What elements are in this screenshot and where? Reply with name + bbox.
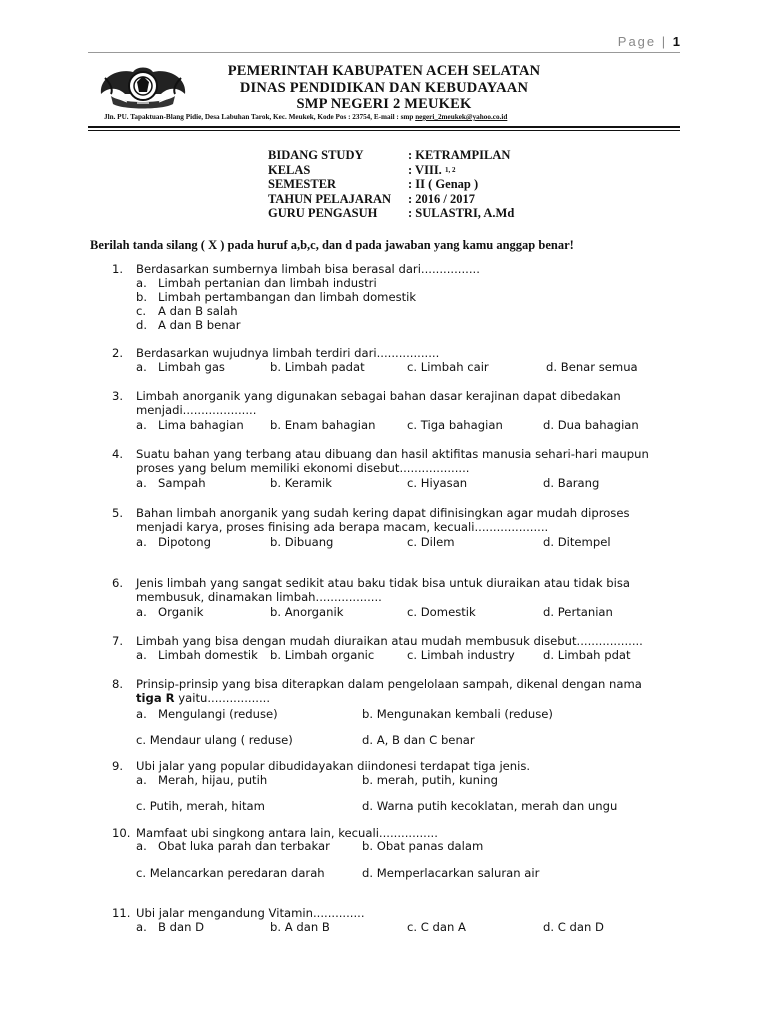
- option[interactable]: [270, 418, 375, 432]
- question-11: [112, 906, 656, 920]
- option-text: Obat panas dalam: [376, 839, 484, 853]
- question-text: Prinsip-prinsip yang bisa diterapkan dalam pengelolaan sampah, dikenal dengan nama: [136, 677, 642, 691]
- question-number: 2.: [112, 346, 124, 360]
- option-text: Tiga bahagian: [420, 418, 503, 432]
- option-letter: b.: [362, 773, 374, 787]
- option[interactable]: [270, 920, 330, 934]
- option-letter: d.: [362, 799, 374, 813]
- option-text: C dan A: [420, 920, 466, 934]
- option[interactable]: [407, 648, 515, 662]
- kop-rule-thin: [88, 130, 680, 131]
- question-text: Mamfaat ubi singkong antara lain, kecuali................: [136, 826, 438, 840]
- option-letter: d.: [543, 920, 555, 934]
- option-text: Sampah: [158, 476, 206, 490]
- option-text: Mengulangi (reduse): [158, 707, 278, 721]
- question-number: 3.: [112, 389, 124, 403]
- info-label: SEMESTER: [268, 177, 337, 192]
- option-letter: a.: [136, 920, 147, 934]
- option[interactable]: [136, 839, 330, 853]
- option-letter: a.: [136, 773, 147, 787]
- option-text: Enam bahagian: [284, 418, 376, 432]
- option-text: Limbah industry: [420, 648, 515, 662]
- option-text: Hiyasan: [420, 476, 468, 490]
- option-text: Keramik: [284, 476, 332, 490]
- option-text: Limbah domestik: [158, 648, 258, 662]
- info-value: : VIII.: [408, 162, 442, 177]
- option-letter: b.: [270, 360, 282, 374]
- option-text: C dan D: [557, 920, 604, 934]
- info-label: TAHUN PELAJARAN: [268, 191, 392, 206]
- option-letter: b.: [362, 707, 374, 721]
- question-4: [112, 447, 656, 475]
- option-text: Lima bahagian: [158, 418, 244, 432]
- question-number: 8.: [112, 677, 124, 691]
- option-letter: a.: [136, 476, 147, 490]
- question-8: [112, 677, 656, 705]
- kop-line-2: DINAS PENDIDIKAN DAN KEBUDAYAAN: [239, 80, 529, 96]
- option[interactable]: [362, 799, 617, 813]
- option-text: A dan B benar: [158, 318, 241, 332]
- option[interactable]: [136, 535, 211, 549]
- option-text: Dibuang: [284, 535, 334, 549]
- option[interactable]: [136, 476, 206, 490]
- school-address: [104, 113, 507, 121]
- option[interactable]: [270, 648, 374, 662]
- question-text: Berdasarkan wujudnya limbah terdiri dari.................: [136, 346, 440, 360]
- question-text: Bahan limbah anorganik yang sudah kering dapat difinisingkan agar mudah diproses menjadi karya, proses finising ada berapa macam, kecuali....................: [136, 506, 630, 534]
- question-text: Limbah yang bisa dengan mudah diuraikan atau mudah membusuk disebut..................: [136, 634, 643, 648]
- option[interactable]: [136, 733, 293, 747]
- option-text: Anorganik: [284, 605, 344, 619]
- option-letter: c.: [407, 535, 418, 549]
- option-letter: b.: [270, 605, 282, 619]
- option-text: Dilem: [420, 535, 455, 549]
- question-10: [112, 826, 656, 840]
- instructions: Berilah tanda silang ( X ) pada huruf a,b,c, dan d pada jawaban yang kamu anggap benar!: [90, 238, 574, 252]
- option-letter: a.: [136, 535, 147, 549]
- option-letter: b.: [362, 839, 374, 853]
- option[interactable]: [543, 920, 604, 934]
- option-letter: b.: [270, 418, 282, 432]
- option[interactable]: [136, 418, 244, 432]
- option-letter: b.: [270, 535, 282, 549]
- option-letter: d.: [136, 318, 148, 332]
- option[interactable]: [136, 304, 238, 318]
- option-text: Limbah pertambangan dan limbah domestik: [158, 290, 417, 304]
- option-letter: a.: [136, 605, 147, 619]
- option-letter: d.: [546, 360, 558, 374]
- option[interactable]: [407, 360, 489, 374]
- option[interactable]: [136, 605, 203, 619]
- option-text: merah, putih, kuning: [376, 773, 498, 787]
- option-text: Pertanian: [557, 605, 613, 619]
- kop-line-3: SMP NEGERI 2 MEUKEK: [296, 96, 472, 112]
- info-sup: 1, 2: [444, 165, 456, 174]
- option-letter: b.: [136, 290, 148, 304]
- option-text: Benar semua: [560, 360, 638, 374]
- option-letter: c.: [407, 648, 418, 662]
- info-value: : II ( Genap ): [408, 177, 479, 192]
- option-text: Limbah gas: [158, 360, 225, 374]
- option-letter: c.: [407, 418, 418, 432]
- info-label: GURU PENGASUH: [268, 206, 378, 221]
- option-letter: c.: [407, 360, 418, 374]
- question-2: [112, 346, 656, 360]
- option[interactable]: [136, 866, 325, 880]
- option-text: Barang: [557, 476, 600, 490]
- question-text: Berdasarkan sumbernya limbah bisa berasal dari................: [136, 262, 480, 276]
- question-text-tail: yaitu.................: [174, 691, 271, 705]
- option-text: A dan B salah: [158, 304, 238, 318]
- option[interactable]: [136, 773, 267, 787]
- option-letter: b.: [270, 648, 282, 662]
- option-letter: d.: [543, 535, 555, 549]
- option-text: Limbah pdat: [557, 648, 631, 662]
- page-number: Page | 1: [617, 34, 680, 49]
- option-letter: a.: [136, 276, 147, 290]
- question-3: [112, 389, 656, 417]
- option-letter: a.: [136, 418, 147, 432]
- option-letter: a.: [136, 360, 147, 374]
- info-value: : KETRAMPILAN: [408, 148, 511, 162]
- question-text: Suatu bahan yang terbang atau dibuang dan hasil aktifitas manusia sehari-hari maupun proses yang belum memiliki ekonomi disebut...................: [136, 447, 649, 475]
- option-letter: c.: [136, 733, 147, 747]
- exam-info-block: [268, 148, 514, 221]
- info-value: : 2016 / 2017: [408, 191, 476, 206]
- option-text: Mendaur ulang ( reduse): [149, 733, 293, 747]
- question-number: 10.: [112, 826, 131, 840]
- option-text: Limbah cair: [420, 360, 489, 374]
- option-letter: c.: [407, 476, 418, 490]
- option[interactable]: [407, 535, 455, 549]
- option[interactable]: [543, 648, 631, 662]
- option-text: Domestik: [420, 605, 476, 619]
- option[interactable]: [546, 360, 638, 374]
- option-text: Organik: [158, 605, 204, 619]
- option-text: Melancarkan peredaran darah: [149, 866, 325, 880]
- option-letter: c.: [407, 920, 418, 934]
- header-divider: [88, 52, 680, 53]
- option[interactable]: [136, 920, 204, 934]
- question-number: 6.: [112, 576, 124, 590]
- option[interactable]: [362, 839, 483, 853]
- question-number: 7.: [112, 634, 124, 648]
- kop-rule-thick: [88, 126, 680, 128]
- question-text: Ubi jalar yang popular dibudidayakan diindonesi terdapat tiga jenis.: [136, 759, 531, 773]
- question-text: Ubi jalar mengandung Vitamin..............: [136, 906, 365, 920]
- option[interactable]: [407, 418, 503, 432]
- option[interactable]: [407, 476, 467, 490]
- option-text: Merah, hijau, putih: [158, 773, 268, 787]
- question-9: [112, 759, 656, 773]
- option[interactable]: [136, 360, 225, 374]
- option[interactable]: [407, 920, 466, 934]
- info-label: BIDANG STUDY: [268, 148, 364, 162]
- option-text: Dua bahagian: [557, 418, 639, 432]
- option[interactable]: [543, 535, 611, 549]
- address-text: Jln. PU. Tapaktuan-Blang Pidie, Desa Labuhan Tarok, Kec. Meukek, Kode Pos : 23754, E-mail : smp: [104, 113, 414, 121]
- option-text: B dan D: [158, 920, 205, 934]
- option-letter: a.: [136, 839, 147, 853]
- option-text: Limbah padat: [284, 360, 365, 374]
- option-letter: d.: [543, 476, 555, 490]
- question-5: [112, 506, 656, 534]
- option-text: Limbah pertanian dan limbah industri: [158, 276, 377, 290]
- option[interactable]: [270, 535, 333, 549]
- option[interactable]: [136, 799, 265, 813]
- kop-line-1: PEMERINTAH KABUPATEN ACEH SELATAN: [227, 63, 541, 79]
- option[interactable]: [362, 707, 553, 721]
- option-letter: d.: [362, 733, 374, 747]
- option[interactable]: [136, 276, 377, 290]
- option-letter: a.: [136, 648, 147, 662]
- option-text: Warna putih kecoklatan, merah dan ungu: [376, 799, 618, 813]
- option[interactable]: [136, 318, 240, 332]
- option-letter: a.: [136, 707, 147, 721]
- option-letter: c.: [136, 799, 147, 813]
- question-text: Jenis limbah yang sangat sedikit atau baku tidak bisa untuk diuraikan atau tidak bisa membusuk, dinamakan limbah..................: [136, 576, 631, 604]
- option-text: A dan B: [284, 920, 330, 934]
- option[interactable]: [407, 605, 476, 619]
- info-value: : SULASTRI, A.Md: [408, 206, 515, 221]
- option[interactable]: [543, 476, 599, 490]
- option[interactable]: [362, 773, 498, 787]
- question-number: 1.: [112, 262, 124, 276]
- option[interactable]: [136, 290, 416, 304]
- option-text: Mengunakan kembali (reduse): [376, 707, 553, 721]
- option-letter: c.: [136, 866, 147, 880]
- option-text: A, B dan C benar: [376, 733, 475, 747]
- email-link[interactable]: negeri_2meukek@yahoo.co.id: [415, 113, 508, 121]
- question-number: 4.: [112, 447, 124, 461]
- option-text: Putih, merah, hitam: [149, 799, 265, 813]
- question-text-bold: tiga R: [136, 691, 175, 705]
- page-label: Page: [617, 34, 657, 49]
- question-1: [112, 262, 656, 276]
- option[interactable]: [362, 866, 539, 880]
- option-letter: b.: [270, 920, 282, 934]
- option[interactable]: [362, 733, 475, 747]
- option[interactable]: [136, 707, 278, 721]
- question-text: Limbah anorganik yang digunakan sebagai bahan dasar kerajinan dapat dibedakan menjadi....................: [136, 389, 621, 417]
- question-number: 5.: [112, 506, 124, 520]
- option[interactable]: [543, 418, 639, 432]
- option-letter: d.: [543, 418, 555, 432]
- option-letter: c.: [136, 304, 147, 318]
- question-number: 11.: [112, 906, 131, 920]
- option-letter: d.: [543, 648, 555, 662]
- question-7: [112, 634, 656, 648]
- school-emblem-logo: [97, 64, 189, 116]
- option[interactable]: [270, 476, 332, 490]
- option-text: Obat luka parah dan terbakar: [158, 839, 330, 853]
- question-number: 9.: [112, 759, 124, 773]
- option[interactable]: [270, 360, 365, 374]
- question-6: [112, 576, 656, 604]
- option[interactable]: [543, 605, 613, 619]
- option-letter: d.: [362, 866, 374, 880]
- option-text: Limbah organic: [284, 648, 375, 662]
- option-text: Ditempel: [557, 535, 611, 549]
- option[interactable]: [270, 605, 343, 619]
- info-label: KELAS: [268, 162, 311, 177]
- option[interactable]: [136, 648, 258, 662]
- option-letter: b.: [270, 476, 282, 490]
- option-letter: d.: [543, 605, 555, 619]
- option-text: Memperlacarkan saluran air: [376, 866, 540, 880]
- option-text: Dipotong: [158, 535, 211, 549]
- page-number-value: 1: [672, 34, 680, 49]
- option-letter: c.: [407, 605, 418, 619]
